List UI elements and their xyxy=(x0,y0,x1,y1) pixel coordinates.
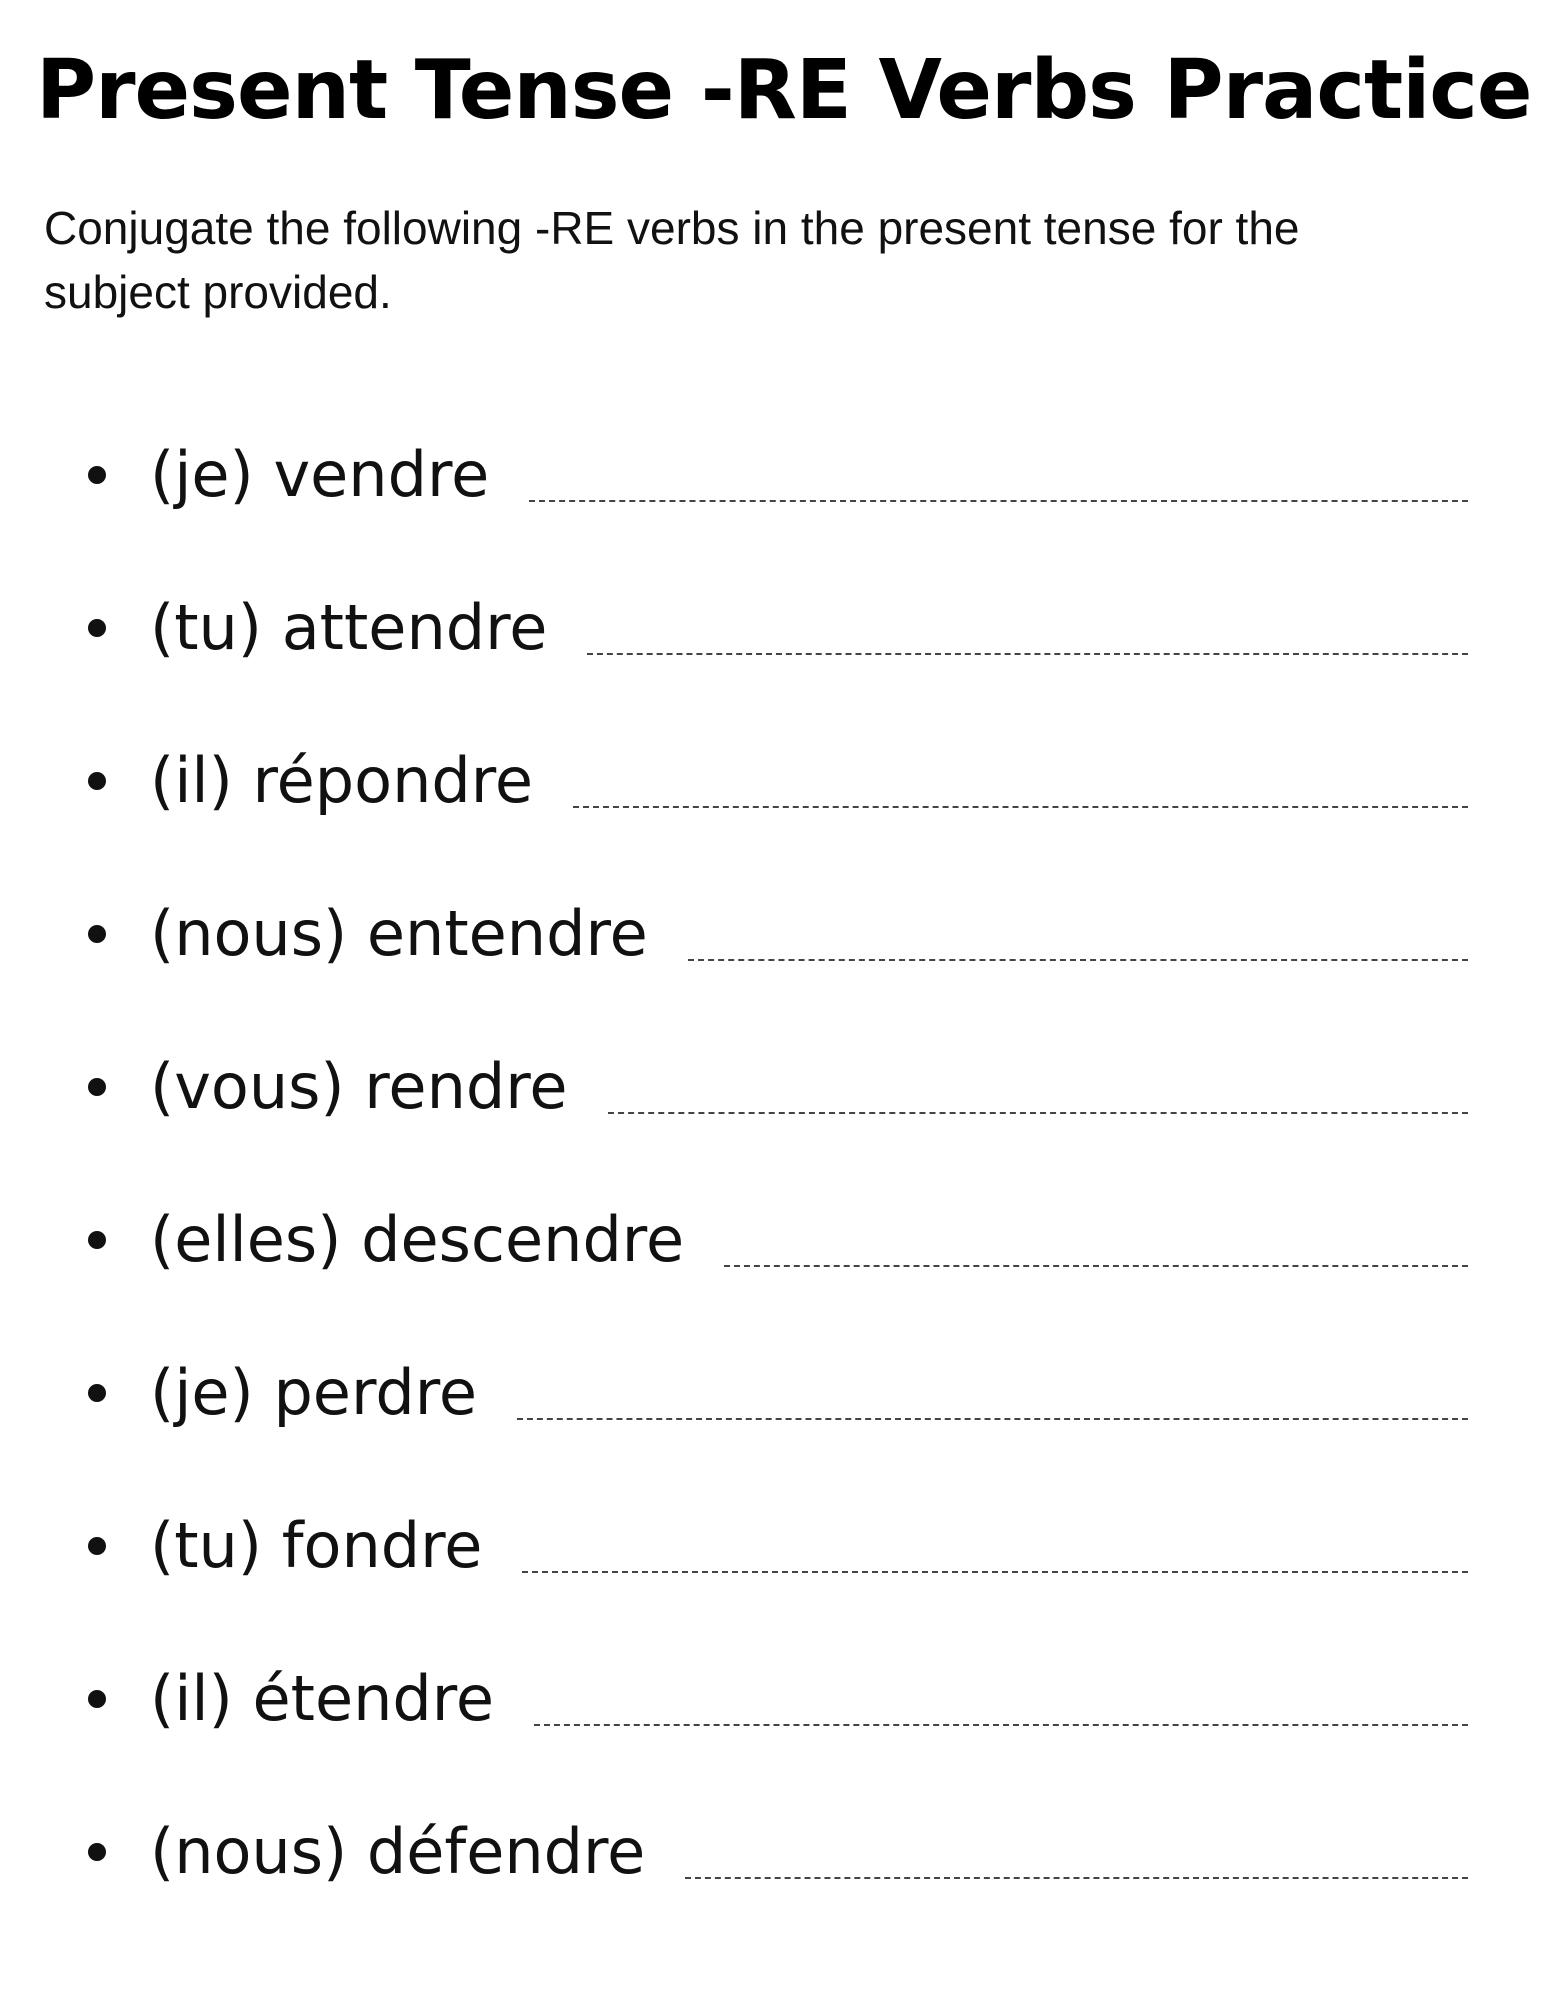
exercise-item xyxy=(88,1649,1468,1749)
page-title: Present Tense -RE Verbs Practice xyxy=(36,43,1532,138)
exercise-prompt: (je) perdre xyxy=(150,1356,477,1429)
exercise-prompt: (il) étendre xyxy=(150,1662,495,1735)
bullet-icon xyxy=(88,619,106,637)
exercise-prompt: (il) répondre xyxy=(150,744,534,817)
answer-line[interactable] xyxy=(587,653,1468,655)
bullet-icon xyxy=(88,1231,106,1249)
exercise-prompt: (tu) attendre xyxy=(150,591,548,664)
exercise-prompt: (je) vendre xyxy=(150,438,490,511)
answer-line[interactable] xyxy=(522,1571,1468,1573)
bullet-icon xyxy=(88,1384,106,1402)
bullet-icon xyxy=(88,1537,106,1555)
answer-line[interactable] xyxy=(534,1724,1468,1726)
answer-line[interactable] xyxy=(685,1877,1468,1879)
exercise-item xyxy=(88,578,1468,678)
bullet-icon xyxy=(88,772,106,790)
exercise-prompt: (tu) fondre xyxy=(150,1509,483,1582)
bullet-icon xyxy=(88,1690,106,1708)
answer-line[interactable] xyxy=(573,806,1468,808)
exercise-prompt: (elles) descendre xyxy=(150,1203,685,1276)
exercise-prompt: (nous) défendre xyxy=(150,1815,646,1888)
bullet-icon xyxy=(88,1078,106,1096)
exercise-prompt: (vous) rendre xyxy=(150,1050,568,1123)
exercise-item xyxy=(88,731,1468,831)
instructions-text: Conjugate the following -RE verbs in the present tense for the subject provided. xyxy=(44,202,1300,318)
exercise-item xyxy=(88,1037,1468,1137)
bullet-icon xyxy=(88,925,106,943)
exercise-item xyxy=(88,425,1468,525)
exercise-item xyxy=(88,1190,1468,1290)
answer-line[interactable] xyxy=(688,959,1468,961)
bullet-icon xyxy=(88,1843,106,1861)
answer-line[interactable] xyxy=(517,1418,1468,1420)
exercise-item xyxy=(88,1802,1468,1902)
answer-line[interactable] xyxy=(608,1112,1468,1114)
exercise-item xyxy=(88,1496,1468,1596)
exercise-item xyxy=(88,884,1468,984)
bullet-icon xyxy=(88,466,106,484)
exercise-item xyxy=(88,1343,1468,1443)
exercise-prompt: (nous) entendre xyxy=(150,897,648,970)
answer-line[interactable] xyxy=(529,500,1468,502)
answer-line[interactable] xyxy=(724,1265,1468,1267)
